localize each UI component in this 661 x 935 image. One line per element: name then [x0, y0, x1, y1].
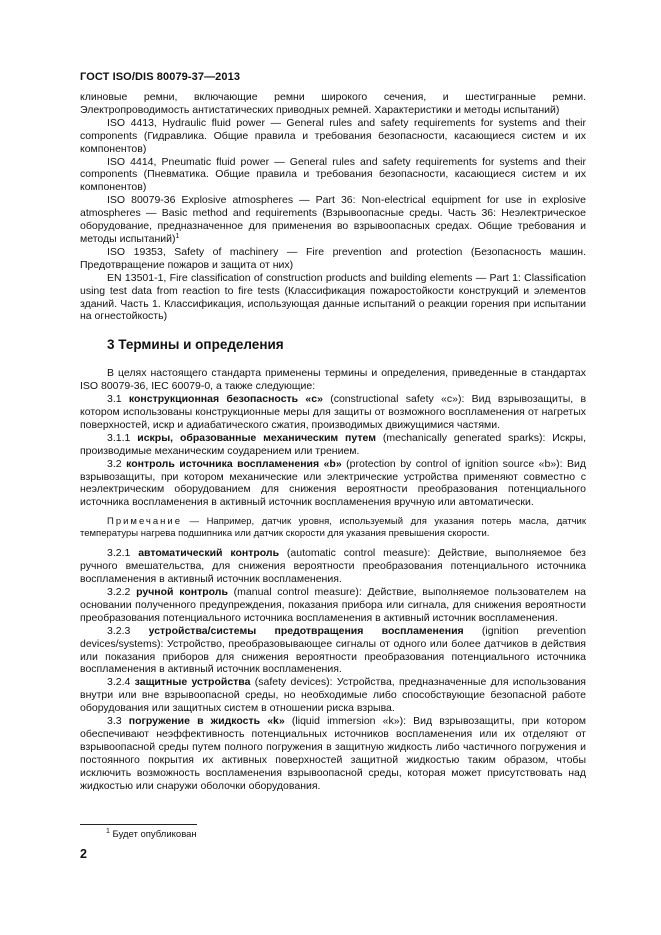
- term-definition: (liquid immersion «k»): Вид взрывозащиты, при котором обеспечивают неэффективность потенциальных источников воспламенения или их отделяют от взрывоопасной среды путем полного погружения в защитную жидкость либо частичного погружения и постоянного покрытия их активных поверхностей защитной жидкостью таким образом, чтобы исключить возможность воспламенения взрывоопасной среды, которая может присутствовать над жидкостью или снаружи оболочки оборудования.: [80, 715, 586, 792]
- term-definition: (manual control measure): Действие, выполняемое пользователем на основании полученного предупреждения, показания прибора или сигнала, для снижения вероятности преобразования потенциального источника воспламенения в активный источник воспламенения.: [80, 586, 586, 624]
- term-name: конструкционная безопасность «c»: [128, 393, 323, 406]
- reference-iso-4413: ISO 4413, Hydraulic fluid power — General rules and safety requirements for systems and their components (Гидравлика. Общие правила и требования безопасности, касающиеся систем и их компонентов): [80, 116, 586, 155]
- reference-iso-4414: ISO 4414, Pneumatic fluid power — General rules and safety requirements for systems and their components (Пневматика. Общие правила и требования безопасности, касающиеся систем и их компонентов): [80, 155, 586, 194]
- footnote-ref: 1: [175, 232, 180, 240]
- term-name: автоматический контроль: [138, 547, 280, 560]
- term-3-2-3: [80, 625, 586, 677]
- term-number: 3.2: [107, 457, 122, 470]
- reference-iso-80079-36: [80, 194, 586, 246]
- term-name: искры, образованные механическим путем: [137, 431, 376, 444]
- section-intro: В целях настоящего стандарта применены термины и определения, приведенные в стандартах ISO 80079-36, IEC 60079-0, а также следующие:: [80, 367, 586, 393]
- document-header: ГОСТ ISO/DIS 80079-37—2013: [80, 71, 241, 83]
- note-label: Примечание: [107, 516, 182, 528]
- term-definition: (ignition prevention devices/systems): Устройство, преобразовывающее сигналы от одного или более датчиков в действия или показания приборов для снижения вероятности преобразования потенциального источника воспламенения в активный источник воспламенения.: [80, 624, 586, 676]
- reference-continuation: клиновые ремни, включающие ремни широкого сечения, и шестигранные ремни. Электропроводимость антистатических приводных ремней. Характеристики и методы испытаний): [80, 91, 586, 116]
- term-3-2-4: [80, 676, 586, 715]
- term-definition: (protection by control of ignition source «b»): Вид взрывозащиты, при котором механические или электрические устройства применяют совместно с неэлектрическим оборудованием для снижения вероятности преобразования потенциального источника воспламенения в активный источник воспламенения вручную или автоматически.: [80, 457, 587, 509]
- term-definition: (constructional safety «c»): Вид взрывозащиты, в котором использованы конструкционные меры для защиты от возможного воспламенения от нагретых поверхностей, искр и адиабатического сжатия, производимых движущимися частями.: [80, 393, 587, 431]
- term-definition: (automatic control measure): Действие, выполняемое без ручного вмешательства, для снижения вероятности преобразования потенциального источника воспламенения в активный источник воспламенения.: [80, 547, 586, 586]
- note-text: — Например, датчик уровня, используемый для указания потерь масла, датчик температуры нагрева подшипника или датчик скорости для указания превышения скорости.: [80, 516, 586, 540]
- reference-text: ISO 80079-36 Explosive atmospheres — Part 36: Non-electrical equipment for use in explosive atmospheres — Basic method and requirements (Взрывоопасные среды. Часть 36: Неэлектрическое оборудование, предназначенное для применения во взрывоопасных средах. Общие требования и методы испытаний): [80, 194, 586, 245]
- term-3-2-2: [80, 586, 586, 625]
- footnote: [106, 829, 197, 840]
- term-number: 3.2.1: [107, 547, 131, 560]
- term-number: 3.2.2: [107, 586, 131, 598]
- term-name: погружение в жидкость «k»: [128, 715, 285, 728]
- footnote-mark: 1: [106, 828, 110, 835]
- term-name: контроль источника воспламенения «b»: [126, 457, 342, 470]
- term-3-1: [80, 393, 586, 432]
- note-paragraph: [80, 516, 586, 540]
- term-number: 3.3: [107, 715, 122, 728]
- term-number: 3.2.3: [107, 624, 131, 637]
- term-3-2: [80, 458, 586, 510]
- document-body: [80, 91, 586, 793]
- term-name: ручной контроль: [136, 586, 228, 598]
- term-3-1-1: [80, 432, 586, 458]
- term-number: 3.2.4: [107, 676, 131, 689]
- page-number: 2: [80, 847, 87, 861]
- reference-iso-19353: ISO 19353, Safety of machinery — Fire prevention and protection (Безопасность машин. Предотвращение пожаров и защита от них): [80, 245, 586, 271]
- term-definition: (safety devices): Устройства, предназначенные для использования внутри или вне взрывоопасной среды, но необходимые либо способствующие безопасной работе оборудования или защитных систем в отношении риска взрыва.: [80, 676, 586, 715]
- term-name: устройства/системы предотвращения воспламенения: [148, 624, 464, 637]
- term-3-3: [80, 715, 586, 792]
- section-heading: 3 Термины и определения: [107, 337, 284, 353]
- term-name: защитные устройства: [134, 676, 251, 689]
- term-number: 3.1.1: [107, 431, 131, 444]
- term-definition: (mechanically generated sparks): Искры, производимые механическим соударением или трением.: [80, 431, 586, 457]
- footnote-separator: [80, 824, 197, 825]
- reference-en-13501-1: EN 13501-1, Fire classification of construction products and building elements — Part 1: Classification using test data from reaction to fire tests (Классификация пожаростойкости конструкций и элементов зданий. Часть 1. Классификация, использующая данные испытаний о реакции горения при испытании на огнестойкость): [80, 271, 586, 323]
- footnote-text: Будет опубликован: [109, 829, 197, 840]
- term-3-2-1: [80, 547, 586, 586]
- term-number: 3.1: [107, 393, 122, 406]
